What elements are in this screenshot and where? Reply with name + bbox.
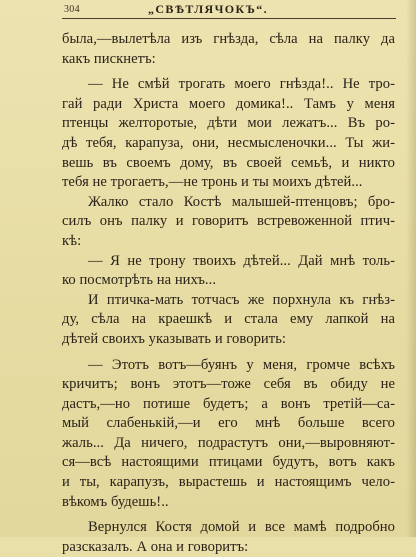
text-line: вешь въ своемъ дому, въ своей семьѣ, и никто [62, 154, 395, 171]
text-line: ду, сѣла на краешкѣ и стала ему лапкой на [62, 311, 395, 328]
text-line: — Я не трону твоихъ дѣтей... Дай мнѣ толь- [88, 252, 395, 269]
text-line: силъ онъ палку и говоритъ встревоженной птич- [62, 213, 395, 230]
text-line: разсказалъ. А она и говоритъ: [62, 538, 249, 555]
page-edge-shadow [406, 0, 416, 537]
text-line: — Этотъ вотъ—буянъ у меня, громче всѣхъ [88, 356, 395, 373]
text-line: гай ради Христа моего домика!.. Тамъ у меня [62, 95, 395, 112]
text-line: дастъ,—но потише будетъ; а вонъ третій—са- [62, 395, 395, 412]
text-line: была,—вылетѣла изъ гнѣзда, сѣла на палку да [62, 31, 395, 47]
text-line: жаль... Да ничего, подрастутъ они,—выровняют- [62, 434, 395, 451]
text-line: — Не смѣй трогать моего гнѣзда!.. Не тро- [88, 76, 395, 93]
journal-title: „СВѢТЛЯЧОКЪ“. [147, 2, 269, 16]
text-line: какъ пискнетъ: [62, 50, 156, 67]
running-header [0, 0, 416, 22]
text-line: кричитъ; вонъ этотъ—тоже себя въ обиду не [62, 376, 395, 393]
text-line: Жалко стало Костѣ малышей-птенцовъ; бро- [88, 193, 395, 210]
text-line: дѣтей своихъ указывать и говорить: [62, 330, 287, 347]
text-line: И птичка-мать тотчасъ же порхнула къ гнѣз- [88, 291, 395, 308]
text-line: тебя не трогаетъ,—не тронь и ты моихъ дѣтей... [62, 174, 363, 191]
text-line: мый слабенькій,—и его мнѣ больше всего [62, 415, 395, 432]
text-line: и ты, карапузъ, вырастешь и настоящимъ чело- [62, 474, 395, 491]
text-line: птенцы желторотые, дѣти мои лежатъ... Въ ро- [62, 115, 395, 132]
body-text [62, 30, 395, 557]
text-line: кѣ: [62, 232, 82, 249]
header-rule [62, 18, 396, 19]
page-number: 304 [64, 4, 80, 15]
text-line: ся—всѣ настоящими птицами будутъ, вотъ какъ [62, 454, 395, 471]
text-line: ко посмотрѣть на нихъ... [62, 272, 217, 289]
text-line: дѣ тебя, карапуза, они, несмысленочки... Ты жи- [62, 134, 395, 151]
text-line: вѣкомъ будешь!.. [62, 493, 169, 510]
text-line: Вернулся Костя домой и все мамѣ подробно [88, 519, 395, 536]
